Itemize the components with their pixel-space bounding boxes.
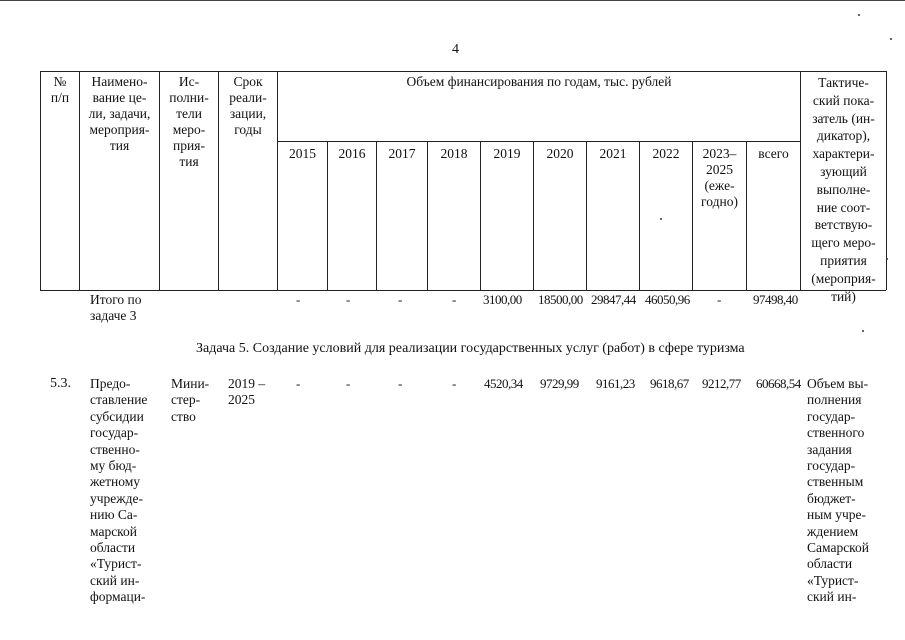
scan-speck [890,38,892,40]
item-value: 9729,99 [540,376,579,391]
item-value: - [346,376,350,391]
item-value: 9618,67 [650,376,689,391]
item-value: 9212,77 [702,376,741,391]
item-executor: Мини- стер- ство [171,376,210,424]
header-year: 2016 [338,146,366,161]
total-value: - [296,292,300,307]
item-value: - [398,376,402,391]
header-executor: Ис- полни- тели меро- прия- тия [169,74,209,169]
header-year: 2015 [289,146,316,161]
scan-speck [862,330,864,332]
item-indicator: Объем вы- полнения государ- ственного задания государ- ственным бюджет- ным учре- ждением Самарской области «Турист- ский ин- [807,376,870,605]
item-term: 2019 – 2025 [228,376,266,408]
total-value: 46050,96 [645,292,690,307]
total-value: - [717,292,721,307]
item-value: 9161,23 [596,376,635,391]
top-border-line [0,0,905,1]
header-year: 2017 [388,146,416,161]
item-number: 5.3. [50,376,71,391]
total-value: 18500,00 [538,292,583,307]
task-heading: Задача 5. Создание условий для реализации государственных услуг (работ) в сфере туризма [196,341,745,356]
scan-speck [660,218,662,220]
scan-speck [858,14,860,16]
total-value: 29847,44 [591,292,636,307]
header-year: 2021 [599,146,627,161]
item-value: 4520,34 [484,376,523,391]
total-value: 3100,00 [483,292,522,307]
header-number: № п/п [50,74,70,105]
item-value: - [452,376,456,391]
header-funding-title: Объем финансирования по годам, тыс. рублей [406,74,672,89]
total-value: - [398,292,402,307]
total-value: 97498,40 [753,292,798,307]
item-name: Предо- ставление субсидии государ- ственно- му бюд- жетному учрежде- нию Са- марской области «Турист- ский ин- формаци- [90,376,148,605]
header-year: 2018 [440,146,468,161]
total-value: - [452,292,456,307]
item-value: 60668,54 [756,376,801,391]
item-value: - [296,376,300,391]
header-total: всего [758,146,789,161]
header-year: 2019 [493,146,521,161]
header-year: 2020 [546,146,574,161]
header-indicator: Тактиче- ский пока- затель (ин- дикатор), характери- зующий выполне- ние соот- ветствую- щего меро- приятия (мероприя- тий) [811,75,876,304]
page-number: 4 [452,42,459,57]
total-value: - [346,292,350,307]
header-term: Срок реали- зации, годы [229,74,267,137]
header-name: Наимено- вание це- ли, задачи, мероприя- тия [88,74,151,153]
scan-speck [886,258,888,260]
header-year: 2022 [652,146,680,161]
header-year-range: 2023– 2025 (еже- годно) [701,146,738,209]
total-row-label: Итого по задаче 3 [90,292,142,324]
